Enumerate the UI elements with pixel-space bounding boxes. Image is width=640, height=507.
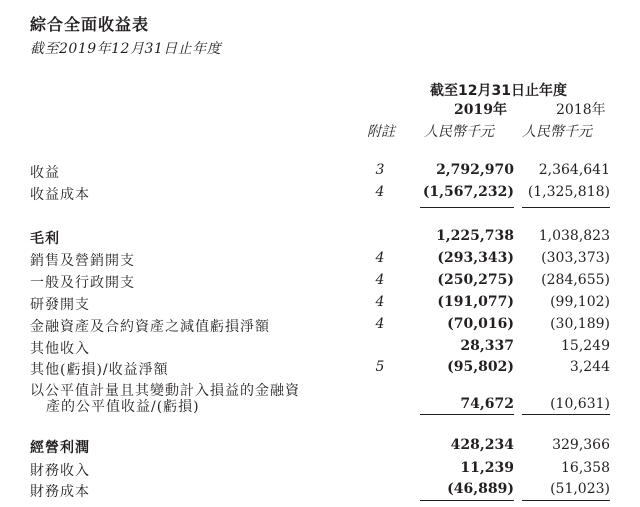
value-2018: (51,023) [550,481,610,497]
row-note: 4 [375,272,385,288]
value-2018: (99,102) [550,294,610,310]
row-label: 金融資產及合約資產之減值虧損淨額 [30,319,270,335]
row-label: 研發開支 [30,297,90,313]
row-label: 財務收入 [30,463,90,479]
row-label: 一般及行政開支 [30,275,135,291]
value-2018: (1,325,818) [527,184,610,200]
row-label: 財務成本 [30,484,90,500]
value-2018: 16,358 [561,460,610,476]
value-2018: (303,373) [541,250,610,266]
value-2019: (250,275) [437,272,514,288]
table-row [0,359,640,379]
rule-subtotal-2019 [420,207,514,208]
rule-subtotal-2019 [420,414,514,415]
value-2018: 15,249 [561,338,610,354]
value-2018: 3,244 [569,359,610,375]
row-label: 以公平值計量且其變動計入損益的金融資 [30,383,300,399]
row-label: 收益成本 [30,187,90,203]
row-label: 銷售及營銷開支 [30,253,135,269]
column-period-header: 截至12月31日止年度 [430,83,567,99]
table-row [0,184,640,204]
table-row [0,396,640,416]
statement-title: 綜合全面收益表 [30,15,150,34]
rule-subtotal-2018 [522,207,610,208]
value-2019: 428,234 [450,437,514,453]
row-label: 其他收入 [30,341,90,357]
table-row [0,460,640,480]
column-year-2019: 2019年 [454,102,507,118]
value-2019: 1,225,738 [436,228,514,244]
row-label: 收益 [30,165,60,181]
rule-subtotal-2018 [522,500,610,501]
table-row [0,272,640,292]
column-unit-2018: 人民幣千元 [522,124,592,140]
column-unit-2019: 人民幣千元 [424,124,494,140]
value-2019: (293,343) [437,250,514,266]
row-note: 5 [375,359,385,375]
value-2018: 329,366 [552,437,610,453]
value-2019: (70,016) [447,316,514,332]
table-row [0,228,640,248]
value-2018: 1,038,823 [538,228,610,244]
value-2019: 11,239 [460,460,514,476]
table-row [0,437,640,457]
row-note: 4 [375,316,385,332]
value-2018: (30,189) [550,316,610,332]
row-note: 4 [375,250,385,266]
rule-subtotal-2019 [420,500,514,501]
value-2018: 2,364,641 [538,162,610,178]
row-note: 4 [375,184,385,200]
value-2018: (10,631) [550,396,610,412]
column-year-2018: 2018年 [556,102,606,118]
value-2019: (95,802) [447,359,514,375]
value-2019: 2,792,970 [436,162,514,178]
value-2019: 74,672 [460,396,514,412]
row-note: 4 [375,294,385,310]
value-2019: (1,567,232) [422,184,514,200]
statement-period-subtitle: 截至2019年12月31日止年度 [30,41,222,57]
row-note: 3 [375,162,385,178]
table-row [0,294,640,314]
row-label: 其他(虧損)/收益淨額 [30,362,169,378]
value-2019: (191,077) [437,294,514,310]
row-label: 毛利 [30,231,60,247]
value-2019: (46,889) [447,481,514,497]
column-note-header: 附註 [367,124,395,140]
table-row [0,338,640,358]
rule-subtotal-2018 [522,414,610,415]
table-row [0,250,640,270]
value-2018: (284,655) [541,272,610,288]
table-row [0,162,640,182]
row-label: 產的公平值收益/(虧損) [46,399,200,415]
row-label: 經營利潤 [30,440,90,456]
table-row [0,481,640,501]
value-2019: 28,337 [460,338,514,354]
table-row [0,316,640,336]
